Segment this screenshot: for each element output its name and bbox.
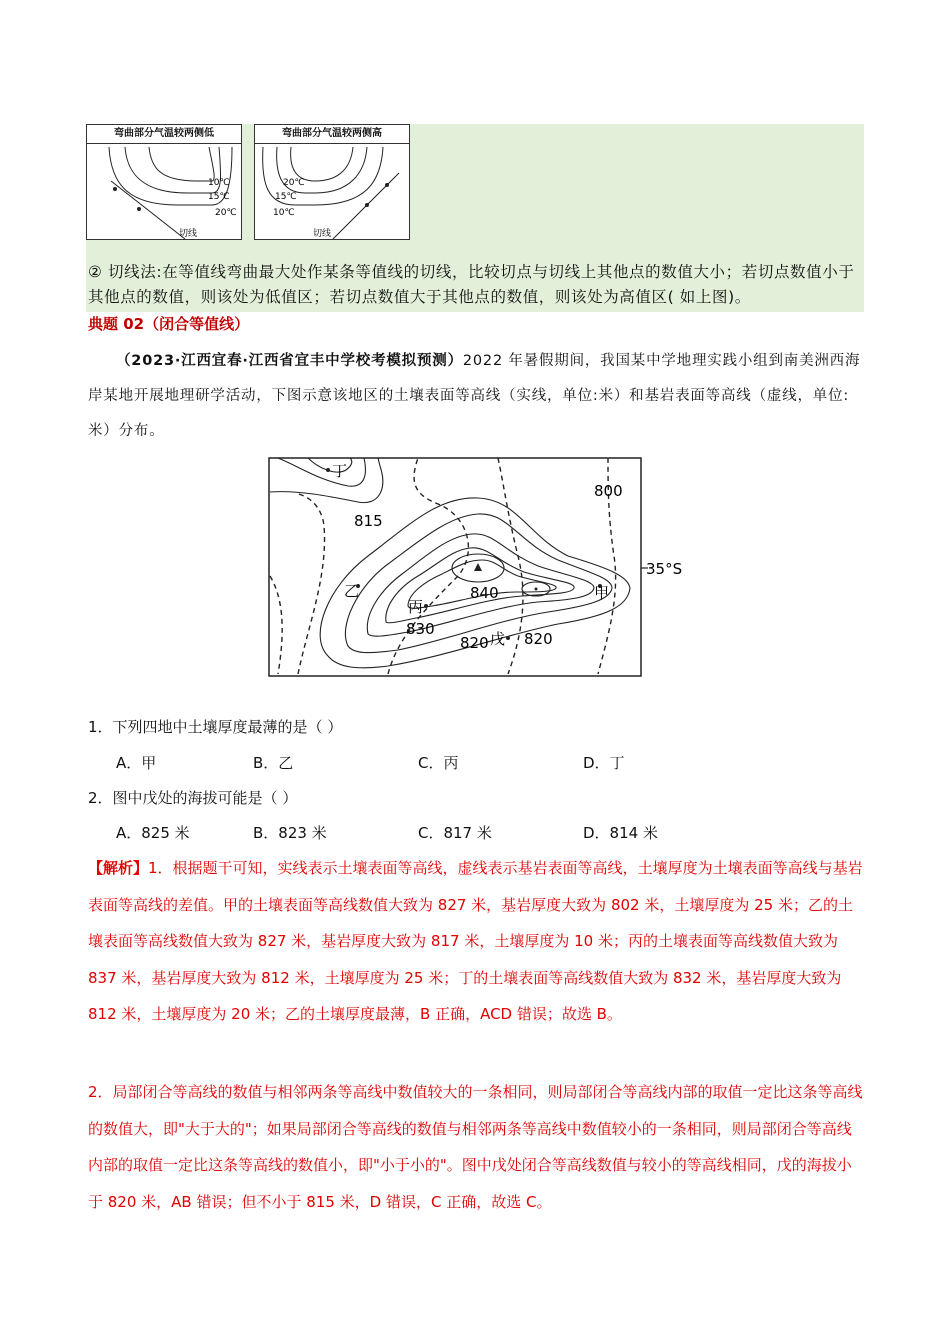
diagram-caption: 弯曲部分气温较两侧低 (87, 125, 241, 144)
diagram-caption: 弯曲部分气温较两侧高 (255, 125, 409, 144)
tangent-label: 切线 (179, 229, 198, 239)
intro-text: 2022 年暑假期间，我国某中学地理实践小组到南美洲西海岸某地开展地理研学活动，下图示意该地区的土壤表面等高线（实线，单位:米）和基岩表面等高线（虚线，单位:米）分布。 (88, 353, 861, 439)
label-latitude: 35°S (646, 560, 683, 578)
label-830: 830 (406, 620, 435, 638)
label-800: 800 (594, 482, 623, 500)
diagram-high-center (254, 124, 410, 240)
q2-option-b[interactable]: B．823 米 (253, 824, 327, 842)
label-820-right: 820 (524, 630, 553, 648)
label-840: 840 (470, 584, 499, 602)
label-yi: 乙 (344, 582, 360, 600)
label-wu: 戊 (490, 630, 506, 648)
q1-option-d[interactable]: D．丁 (583, 754, 625, 772)
analysis-tag: 【解析】 (88, 859, 149, 877)
isotherm-high-diagram (255, 143, 409, 239)
label-15c: 15℃ (208, 192, 230, 202)
tangent-label: 切线 (313, 229, 332, 239)
analysis-part-1 (88, 850, 866, 1033)
label-bing: 丙 (408, 598, 424, 616)
example-heading: 典题 02（闭合等值线） (88, 315, 250, 333)
q1-option-c[interactable]: C．丙 (418, 754, 459, 772)
isotherm-low-diagram (87, 143, 241, 239)
q1-option-a[interactable]: A．甲 (116, 754, 157, 772)
analysis-text-1: 1．根据题干可知，实线表示土壤表面等高线，虚线表示基岩表面等高线，土壤厚度为土壤表面等高线与基岩表面等高线的差值。甲的土壤表面等高线数值大致为 827 米，基岩厚度大致为 802 米，土壤厚度为 25 米；乙的土壤表面等高线数值大致为 827 米，基岩厚度大致为 817 米，土壤厚度为 10 米；丙的土壤表面等高线数值大致为 837 米，基岩厚度大致为 812 米，土壤厚度为 25 米；丁的土壤表面等高线数值大致为 832 米，基岩厚度大致为 812 米，土壤厚度为 20 米；乙的土壤厚度最薄，B 正确，ACD 错误；故选 B。 (88, 859, 863, 1023)
label-jia: 甲 (594, 584, 610, 602)
analysis-part-2: 2．局部闭合等高线的数值与相邻两条等高线中数值较大的一条相同，则局部闭合等高线内部的取值一定比这条等高线的数值大，即"大于大的"；如果局部闭合等高线的数值与相邻两条等高线中数值较小的一条相同，则局部闭合等高线内部的取值一定比这条等高线的数值小，即"小于小的"。图中戊处闭合等高线数值与较小的等高线相同，戊的海拔小于 820 米，AB 错误；但不小于 815 米，D 错误，C 正确，故选 C。 (88, 1083, 863, 1211)
question-source: （2023·江西宜春·江西省宜丰中学校考模拟预测） (116, 353, 463, 369)
question-2-stem: 2．图中戊处的海拔可能是（ ） (88, 789, 298, 807)
label-815: 815 (354, 512, 383, 530)
q2-option-c[interactable]: C．817 米 (418, 824, 492, 842)
label-10c: 10℃ (273, 208, 295, 218)
q2-option-a[interactable]: A．825 米 (116, 824, 190, 842)
question-1-stem: 1．下列四地中土壤厚度最薄的是（ ） (88, 718, 343, 736)
label-20c: 20℃ (283, 178, 305, 188)
q2-option-d[interactable]: D．814 米 (583, 824, 658, 842)
label-820-left: 820 (460, 634, 489, 652)
contour-map (268, 456, 688, 680)
tangent-method-text: ② 切线法:在等值线弯曲最大处作某条等值线的切线，比较切点与切线上其他点的数值大小；若切点数值小于其他点的数值，则该处为低值区；若切点数值大于其他点的数值，则该处为高值区( 如上图)。 (88, 263, 855, 306)
example-intro (88, 344, 864, 449)
label-20c: 20℃ (215, 208, 237, 218)
diagram-low-center (86, 124, 242, 240)
label-10c: 10℃ (208, 178, 230, 188)
label-ding: 丁 (332, 462, 348, 480)
label-15c: 15℃ (275, 192, 297, 202)
q1-option-b[interactable]: B．乙 (253, 754, 294, 772)
